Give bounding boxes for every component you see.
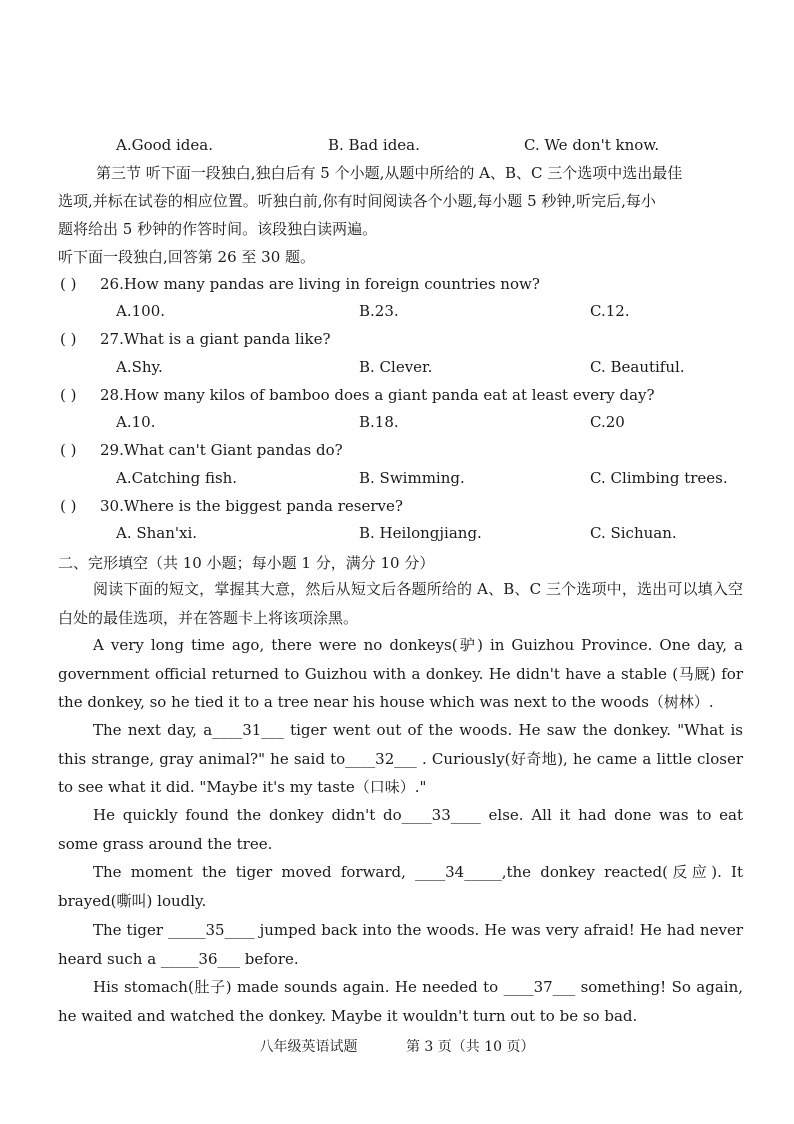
option-a: A.Shy. (116, 358, 163, 376)
option-c: C.12. (590, 302, 630, 320)
q25-option-a: A.Good idea. (116, 136, 214, 154)
passage-paragraph-5: The tiger _____35____ jumped back into the woods. He was very afraid! He had never heard such a _____36___ before. (58, 921, 743, 968)
answer-bracket[interactable]: ( ) (60, 330, 77, 348)
option-b: B. Swimming. (359, 469, 465, 487)
passage-paragraph-6: His stomach(肚子) made sounds again. He needed to ____37___ something! So again, he waited and watched the donkey. Maybe it wouldn't turn out to be so bad. (58, 978, 743, 1025)
option-a: A.10. (116, 413, 156, 431)
cloze-instruction: 阅读下面的短文，掌握其大意，然后从短文后各题所给的 A、B、C 三个选项中，选出可以填入空白处的最佳选项，并在答题卡上将该项涂黑。 (58, 580, 743, 627)
passage-paragraph-3: He quickly found the donkey didn't do____33____ else. All it had done was to eat some grass around the tree. (58, 806, 743, 853)
passage-paragraph-4: The moment the tiger moved forward, ____34_____,the donkey reacted(反应). It brayed(嘶叫) loudly. (58, 863, 743, 910)
answer-bracket[interactable]: ( ) (60, 275, 77, 293)
cloze-heading: 二、完形填空（共 10 小题；每小题 1 分，满分 10 分） (58, 554, 435, 572)
option-b: B. Heilongjiang. (359, 524, 482, 542)
question-text: 29.What can't Giant pandas do? (100, 441, 343, 459)
q25-option-b: B. Bad idea. (328, 136, 420, 154)
option-c: C.20 (590, 413, 625, 431)
option-a: A.100. (116, 302, 165, 320)
answer-bracket[interactable]: ( ) (60, 386, 77, 404)
question-text: 27.What is a giant panda like? (100, 330, 331, 348)
q25-option-c: C. We don't know. (524, 136, 660, 154)
section3-line4: 听下面一段独白,回答第 26 至 30 题。 (58, 248, 316, 266)
footer-subject: 八年级英语试题 (259, 1039, 358, 1055)
option-c: C. Climbing trees. (590, 469, 728, 487)
question-text: 28.How many kilos of bamboo does a giant panda eat at least every day? (100, 386, 655, 404)
section3-line3: 题将给出 5 秒钟的作答时间。该段独白读两遍。 (58, 220, 378, 238)
option-c: C. Beautiful. (590, 358, 685, 376)
footer-page-number: 第 3 页（共 10 页） (405, 1039, 535, 1055)
option-a: A. Shan'xi. (116, 524, 198, 542)
option-c: C. Sichuan. (590, 524, 677, 542)
section3-line2: 选项,并标在试卷的相应位置。听独白前,你有时间阅读各个小题,每小题 5 秒钟,听完后,每小 (58, 192, 656, 210)
option-b: B. Clever. (359, 358, 433, 376)
question-text: 30.Where is the biggest panda reserve? (100, 497, 403, 515)
answer-bracket[interactable]: ( ) (60, 497, 77, 515)
passage-paragraph-1: A very long time ago, there were no donkeys(驴) in Guizhou Province. One day, a government official returned to Guizhou with a donkey. He didn't have a stable (马厩) for the donkey, so he tied it to a tree near his house which was next to the woods（树林）. (58, 636, 743, 711)
answer-bracket[interactable]: ( ) (60, 441, 77, 459)
page-footer (0, 1036, 794, 1056)
option-a: A.Catching fish. (116, 469, 238, 487)
question-text: 26.How many pandas are living in foreign countries now? (100, 275, 540, 293)
option-b: B.18. (359, 413, 399, 431)
option-b: B.23. (359, 302, 399, 320)
section3-line1: 第三节 听下面一段独白,独白后有 5 个小题,从题中所给的 A、B、C 三个选项中选出最佳 (96, 164, 683, 182)
passage-paragraph-2: The next day, a____31___ tiger went out of the woods. He saw the donkey. "What is this strange, gray animal?" he said to____32___ . Curiously(好奇地), he came a little closer to see what it did. "Maybe it's my taste（口味）." (58, 721, 743, 796)
